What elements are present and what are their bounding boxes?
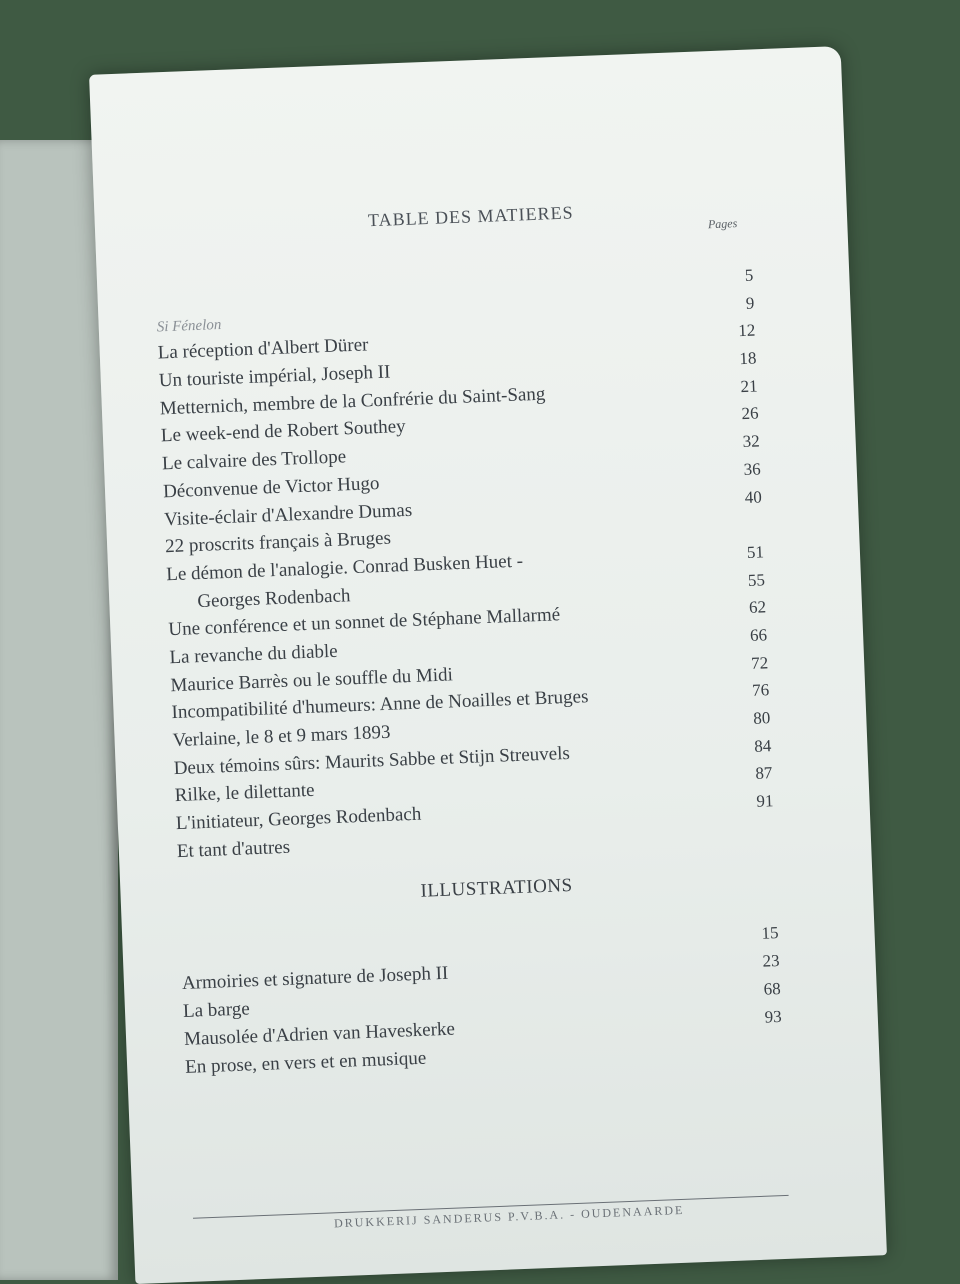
printer-imprint: DRUKKERIJ SANDERUS P.V.B.A. - OUDENAARDE xyxy=(333,1202,685,1231)
illustrations-list xyxy=(180,919,783,1082)
illustration-label: En prose, en vers et en musique xyxy=(184,1047,427,1078)
toc-entry-page: 72 xyxy=(750,652,769,673)
illustration-label: Mausolée d'Adrien van Haveskerke xyxy=(183,1018,456,1050)
illustration-page: 93 xyxy=(764,1006,783,1027)
toc-entry-page: 5 xyxy=(744,265,754,285)
toc-entry-page: 55 xyxy=(747,569,766,590)
toc-entry-label: Le démon de l'analogie. Conrad Busken Huet - xyxy=(165,550,524,586)
toc-entry-label: Metternich, membre de la Confrérie du Saint-Sang xyxy=(159,383,546,420)
toc-entry-label: Visite-éclair d'Alexandre Dumas xyxy=(163,499,413,530)
illustration-label: La barge xyxy=(182,998,251,1022)
illustrations-title: ILLUSTRATIONS xyxy=(420,874,574,902)
toc-entry-page: 12 xyxy=(737,320,756,341)
toc-entry-page: 62 xyxy=(748,597,767,618)
toc-entry-page: 80 xyxy=(752,708,771,728)
toc-entry-page: 9 xyxy=(745,293,755,313)
illustration-page: 23 xyxy=(762,951,780,971)
toc-entry-label: Si Fénelon xyxy=(156,316,222,336)
toc-entry-label: Incompatibilité d'humeurs: Anne de Noailles et Bruges xyxy=(171,686,589,724)
illustration-page: 68 xyxy=(763,979,781,999)
toc-entry-page: 26 xyxy=(741,403,759,424)
toc-entry-page: 40 xyxy=(744,486,763,507)
toc-entry-label: L'initiateur, Georges Rodenbach xyxy=(175,803,422,835)
toc-entry-label: Maurice Barrès ou le souffle du Midi xyxy=(170,663,454,696)
toc-entry-page: 87 xyxy=(755,763,773,784)
toc-entry-label: Déconvenue de Victor Hugo xyxy=(162,472,380,503)
toc-entry-label: Georges Rodenbach xyxy=(196,584,351,612)
toc-entry-label: Et tant d'autres xyxy=(176,836,291,862)
toc-entry-page: 91 xyxy=(756,791,774,811)
toc-entry-label: Le week-end de Robert Southey xyxy=(160,416,407,447)
toc-entry-page: 18 xyxy=(739,348,757,369)
illustration-page: 15 xyxy=(761,923,779,943)
toc-entry-label: La réception d'Albert Dürer xyxy=(157,334,369,364)
illustration-label: Armoiries et signature de Joseph II xyxy=(181,962,449,994)
toc-entry-page: 84 xyxy=(753,735,772,756)
toc-entry-label: Verlaine, le 8 et 9 mars 1893 xyxy=(172,721,391,752)
book-page xyxy=(89,46,887,1284)
toc-entry-label: Rilke, le dilettante xyxy=(174,780,315,807)
toc-entry-label: Deux témoins sûrs: Maurits Sabbe et Stijn Streuvels xyxy=(173,742,571,779)
toc-entry-page: 66 xyxy=(749,625,768,645)
toc-entry-label: La revanche du diable xyxy=(169,640,339,669)
toc-entry-page: 21 xyxy=(740,376,758,396)
toc-entry-label: Un touriste impérial, Joseph II xyxy=(158,361,391,392)
toc-entry-page: 36 xyxy=(743,459,762,479)
toc-title: TABLE DES MATIERES xyxy=(367,202,574,231)
pages-column-label: Pages xyxy=(707,216,738,232)
toc-entry-label: Une conférence et un sonnet de Stéphane Mallarmé xyxy=(168,604,561,641)
toc-entry-page: 51 xyxy=(746,542,765,562)
toc-list xyxy=(155,262,775,866)
toc-entry-label: Le calvaire des Trollope xyxy=(161,446,347,475)
toc-entry-page: 76 xyxy=(751,680,770,701)
toc-entry-label: 22 proscrits français à Bruges xyxy=(164,527,392,558)
toc-entry-page: 32 xyxy=(742,431,760,452)
